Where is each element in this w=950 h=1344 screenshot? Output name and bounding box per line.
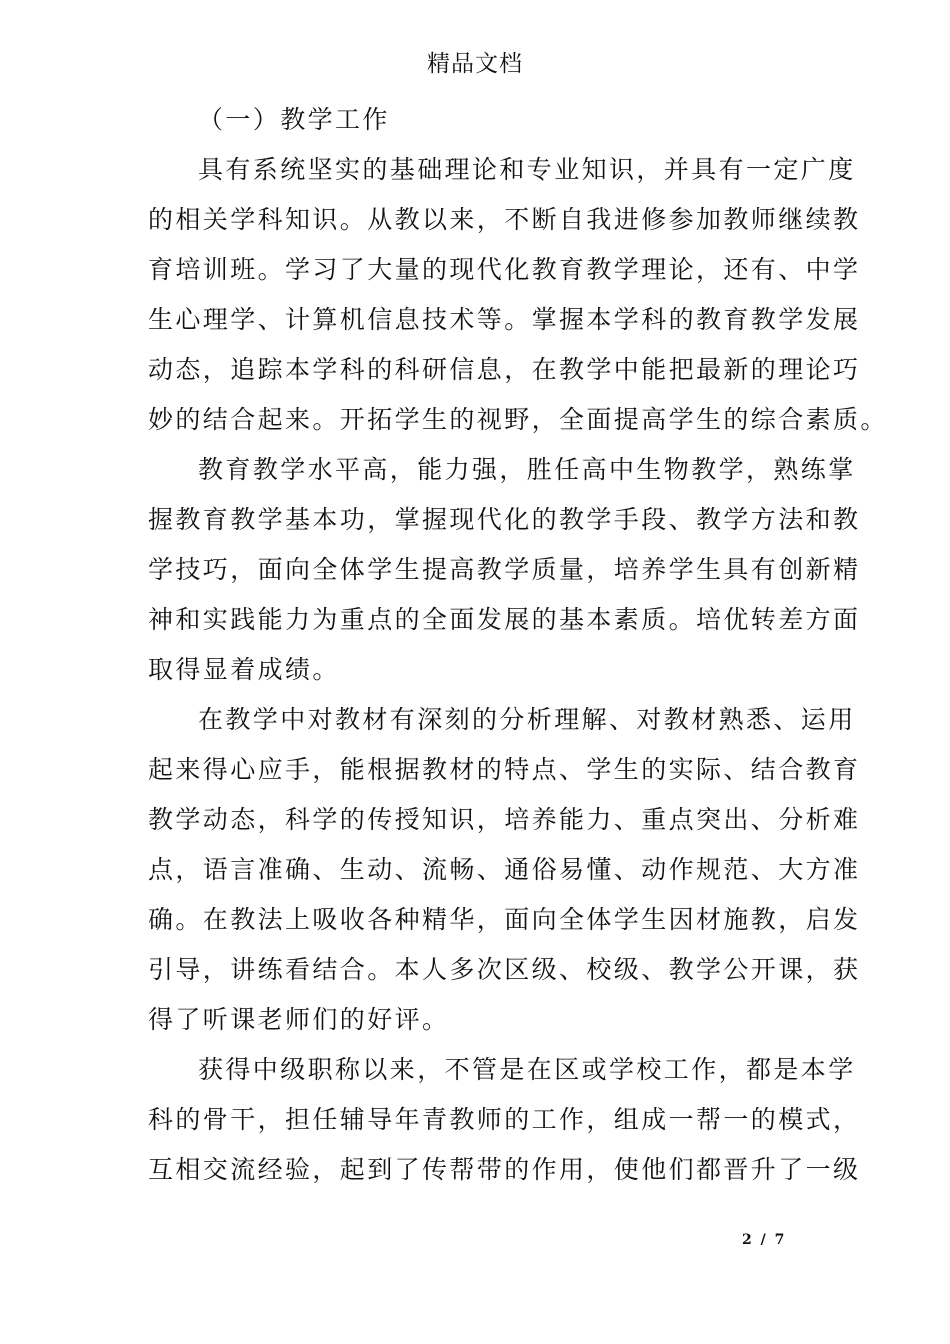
- paragraph-1: [148, 145, 888, 445]
- paragraph-line: 确。在教法上吸收各种精华，面向全体学生因材施教，启发: [148, 905, 861, 934]
- paragraph-2: [148, 445, 861, 695]
- paragraph-line: 具有系统坚实的基础理论和专业知识，并具有一定广度: [198, 155, 856, 184]
- paragraph-line: 教育教学水平高，能力强，胜任高中生物教学，熟练掌: [198, 455, 856, 484]
- page-header-title: 精品文档: [427, 51, 523, 77]
- paragraph-line: 点，语言准确、生动、流畅、通俗易懂、动作规范、大方准: [148, 855, 861, 884]
- paragraph-4: [148, 1045, 861, 1195]
- paragraph-3: [148, 695, 861, 1045]
- paragraph-line: 神和实践能力为重点的全面发展的基本素质。培优转差方面: [148, 605, 861, 634]
- paragraph-line: 育培训班。学习了大量的现代化教育教学理论，还有、中学: [148, 255, 861, 284]
- paragraph-line: 生心理学、计算机信息技术等。掌握本学科的教育教学发展: [148, 305, 861, 334]
- paragraph-line: 起来得心应手，能根据教材的特点、学生的实际、结合教育: [148, 755, 861, 784]
- paragraph-line: 的相关学科知识。从教以来，不断自我进修参加教师继续教: [148, 205, 861, 234]
- paragraph-line: 在教学中对教材有深刻的分析理解、对教材熟悉、运用: [198, 705, 856, 734]
- paragraph-line: 互相交流经验，起到了传帮带的作用，使他们都晋升了一级: [148, 1155, 861, 1184]
- paragraph-line: 取得显着成绩。: [148, 655, 340, 684]
- section-heading: （一）教学工作: [198, 105, 390, 134]
- paragraph-line: 教学动态，科学的传授知识，培养能力、重点突出、分析难: [148, 805, 861, 834]
- paragraph-line: 科的骨干，担任辅导年青教师的工作，组成一帮一的模式，: [148, 1105, 861, 1134]
- paragraph-line: 动态，追踪本学科的科研信息，在教学中能把最新的理论巧: [148, 355, 861, 384]
- paragraph-line: 妙的结合起来。开拓学生的视野，全面提高学生的综合素质。: [148, 405, 888, 434]
- page-number: 2 / 7: [742, 1232, 787, 1248]
- paragraph-line: 握教育教学基本功，掌握现代化的教学手段、教学方法和教: [148, 505, 861, 534]
- paragraph-line: 引导，讲练看结合。本人多次区级、校级、教学公开课，获: [148, 955, 861, 984]
- paragraph-line: 获得中级职称以来，不管是在区或学校工作，都是本学: [198, 1055, 856, 1084]
- paragraph-line: 得了听课老师们的好评。: [148, 1005, 450, 1034]
- document-body: [148, 95, 888, 1195]
- paragraph-line: 学技巧，面向全体学生提高教学质量，培养学生具有创新精: [148, 555, 861, 584]
